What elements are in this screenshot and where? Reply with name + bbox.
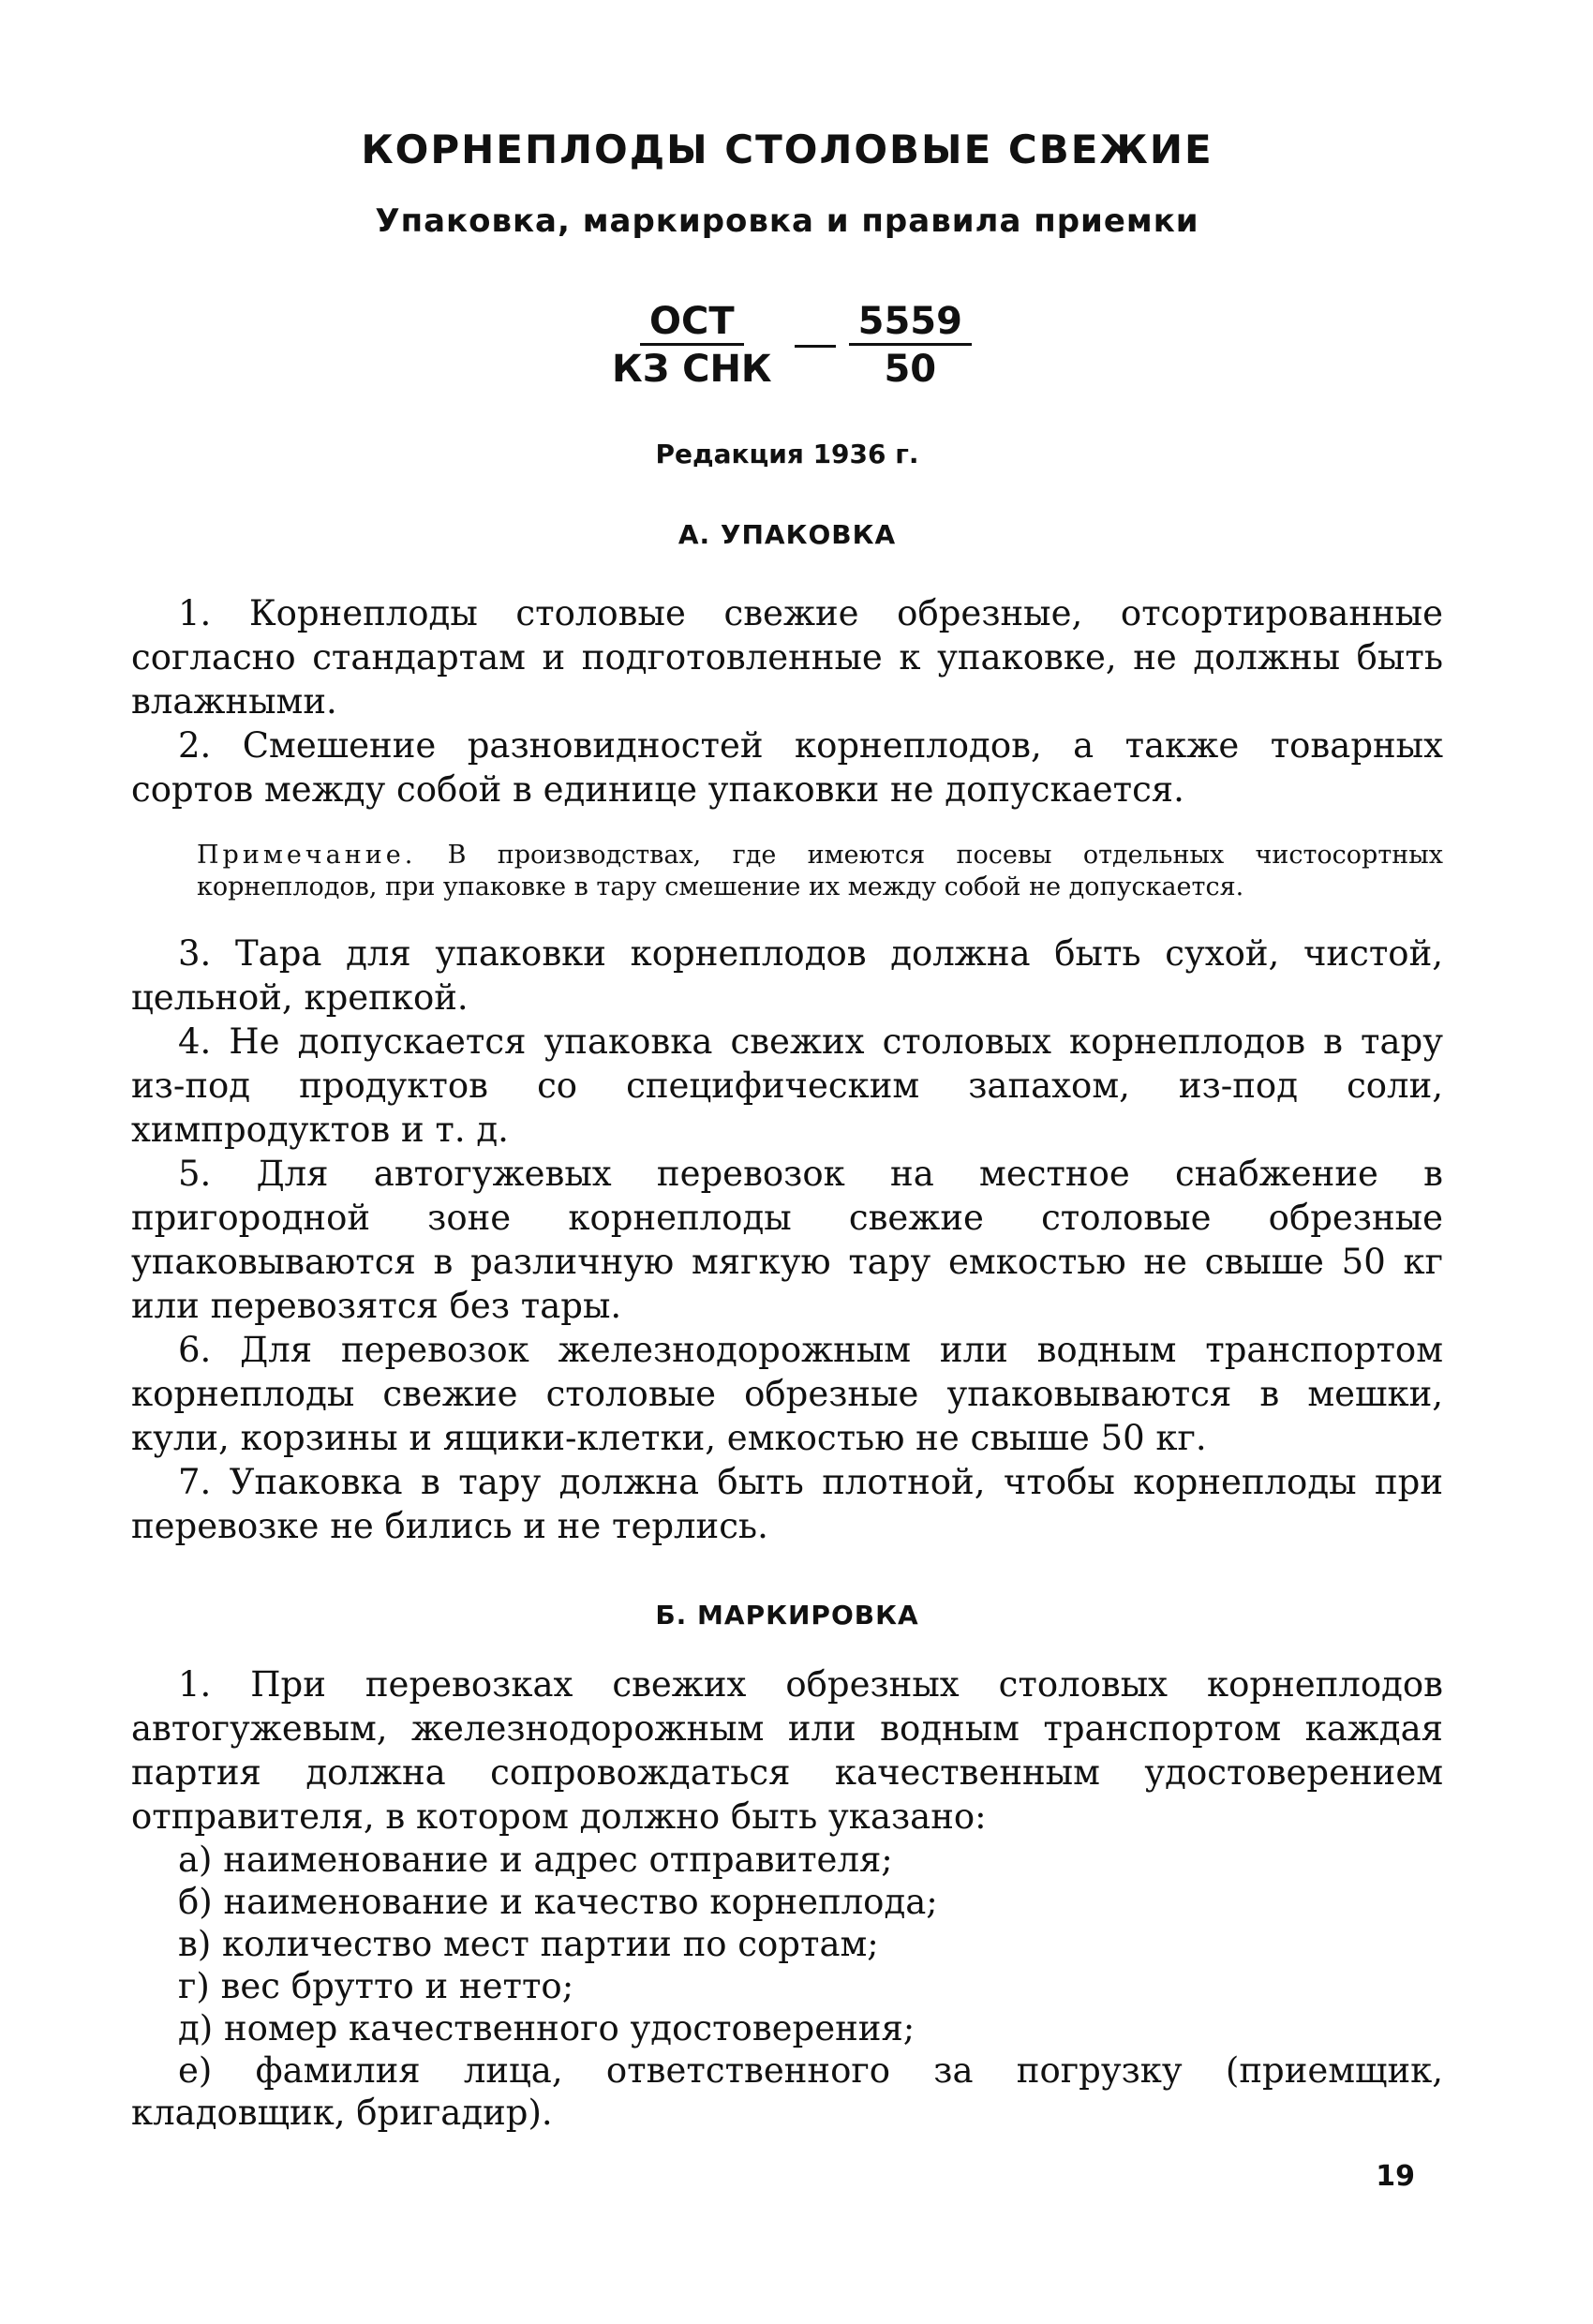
standard-designation	[590, 300, 984, 393]
section-b-heading: Б. МАРКИРОВКА	[655, 1600, 919, 1631]
edition-line: Редакция 1936 г.	[655, 439, 919, 469]
standard-right-bottom: 50	[884, 348, 937, 391]
document-subtitle: Упаковка, маркировка и правила приемки	[375, 202, 1199, 240]
section-b-list-item: в) количество мест партии по сортам;	[178, 1924, 879, 1964]
section-a-note	[197, 840, 1443, 903]
standard-left-fraction	[603, 300, 782, 393]
section-b-body	[131, 1662, 1443, 2134]
document-title: КОРНЕПЛОДЫ СТОЛОВЫЕ СВЕЖИЕ	[361, 127, 1213, 172]
note-text: В производствах, где имеются посевы отдельных чистосортных корнеплодов, при упаковке в тару смешение их между собой не допускается.	[197, 841, 1443, 901]
standard-right-top: 5559	[849, 300, 972, 346]
section-a-item: 4. Не допускается упаковка свежих столовых корнеплодов в тару из-под продуктов со специфическим запахом, из-под соли, химпродуктов и т. д.	[131, 1021, 1443, 1150]
section-a-item: 5. Для автогужевых перевозок на местное снабжение в пригородной зоне корнеплоды свежие столовые обрезные упаковываются в различную мягкую тару емкостью не свыше 50 кг или перевозятся без тары.	[131, 1154, 1443, 1326]
section-b-list-item: г) вес брутто и нетто;	[178, 1966, 574, 2006]
standard-dash	[795, 345, 836, 348]
section-a-item: 1. Корнеплоды столовые свежие обрезные, отсортированные согласно стандартам и подготовленные к упаковке, не должны быть влажными.	[131, 593, 1443, 722]
section-b-list-item: б) наименование и качество корнеплода;	[178, 1882, 938, 1922]
standard-left-bottom: КЗ СНК	[612, 348, 772, 391]
section-a-heading: А. УПАКОВКА	[677, 519, 897, 550]
section-b-list-item-last: е) фамилия лица, ответственного за погрузку (приемщик, кладовщик, бригадир).	[131, 2050, 1443, 2133]
section-b-list-item: д) номер качественного удостоверения;	[178, 2008, 916, 2048]
section-b-intro: 1. При перевозках свежих обрезных столовых корнеплодов автогужевым, железнодорожным или водным транспортом каждая партия должна сопровождаться качественным удостоверением отправителя, в котором должно быть указано:	[131, 1664, 1443, 1837]
section-b-list-item: а) наименование и адрес отправителя;	[178, 1840, 893, 1880]
standard-right-fraction	[849, 300, 972, 393]
standard-left-top: ОСТ	[640, 300, 744, 346]
document-page	[131, 122, 1443, 2230]
note-label: Примечание.	[197, 841, 417, 870]
section-a-item: 7. Упаковка в тару должна быть плотной, чтобы корнеплоды при перевозке не бились и не терлись.	[131, 1462, 1443, 1546]
section-a-item: 3. Тара для упаковки корнеплодов должна быть сухой, чистой, цельной, крепкой.	[131, 933, 1443, 1018]
page-number: 19	[1376, 2160, 1415, 2193]
section-a-body	[131, 591, 1443, 1548]
section-a-item: 6. Для перевозок железнодорожным или водным транспортом корнеплоды свежие столовые обрезные упаковываются в мешки, кули, корзины и ящики-клетки, емкостью не свыше 50 кг.	[131, 1330, 1443, 1458]
section-a-item: 2. Смешение разновидностей корнеплодов, а также товарных сортов между собой в единице упаковки не допускается.	[131, 725, 1443, 810]
